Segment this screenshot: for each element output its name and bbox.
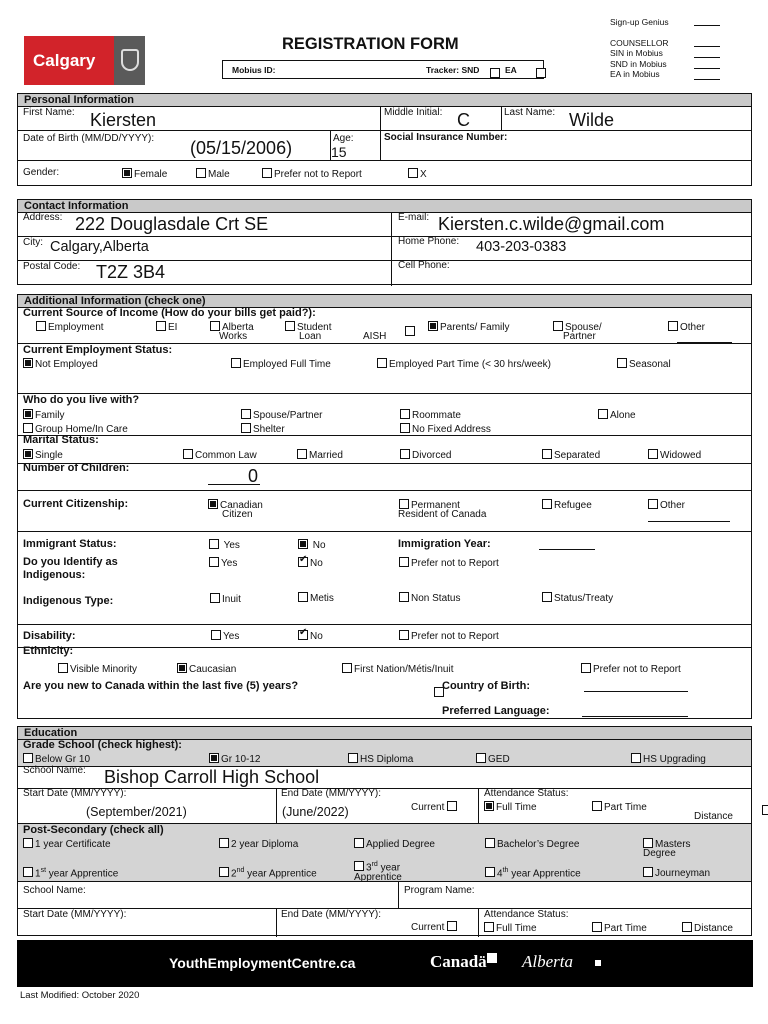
x-checkbox[interactable] (408, 168, 418, 178)
employment-checkbox[interactable] (36, 321, 46, 331)
post-applied-degree[interactable]: Applied Degree (354, 838, 435, 851)
age-value[interactable]: 15 (331, 144, 347, 160)
school-name-label: School Name: (23, 765, 86, 776)
grade-hs-diploma[interactable]: HS Diploma (348, 753, 413, 766)
education-heading: Education (18, 727, 751, 740)
marital-divorced[interactable]: Divorced (400, 449, 451, 462)
last-name-value[interactable]: Wilde (569, 110, 615, 130)
emp-seasonal[interactable]: Seasonal (617, 358, 671, 371)
disability-no-checkbox[interactable] (298, 630, 308, 640)
side-signup-genius: Sign-up Genius (610, 17, 669, 27)
post-3rd-apprentice[interactable]: 3rd year (354, 861, 400, 874)
post-3rd-apprentice-line2: Apprentice (354, 872, 402, 883)
side-lines (694, 25, 720, 81)
emp-not-employed[interactable]: Not Employed (23, 358, 98, 371)
post-4th-apprentice[interactable]: 4th year Apprentice (485, 867, 581, 880)
footer-banner (17, 940, 753, 987)
grade-10-12[interactable]: Gr 10-12 (209, 753, 260, 766)
income-parents-family[interactable]: Parents/ Family (428, 321, 509, 334)
income-ei[interactable]: EI (156, 321, 177, 334)
country-of-birth-label: Country of Birth: (442, 680, 530, 692)
immigrant-no[interactable]: No (298, 539, 326, 552)
calgary-wordmark: Calgary (33, 51, 96, 70)
income-employment[interactable]: Employment (36, 321, 104, 334)
attendance-part-time[interactable]: Part Time (592, 801, 647, 814)
ethnicity-prefer-not-checkbox[interactable] (581, 663, 591, 673)
alone-checkbox[interactable] (598, 409, 608, 419)
parents-family-checkbox[interactable] (428, 321, 438, 331)
live-roommate[interactable]: Roommate (400, 409, 461, 422)
grade-school-label: Grade School (check highest): (23, 739, 182, 751)
marital-separated[interactable]: Separated (542, 449, 600, 462)
live-spouse[interactable]: Spouse/Partner (241, 409, 323, 422)
youth-employment-centre-link[interactable]: YouthEmploymentCentre.ca (169, 955, 356, 971)
calgary-logo (24, 36, 145, 85)
side-sin-mobius: SIN in Mobius (610, 48, 663, 58)
applied-degree-checkbox[interactable] (354, 838, 364, 848)
emp-full-time[interactable]: Employed Full Time (231, 358, 331, 371)
masters-checkbox[interactable] (643, 838, 653, 848)
live-shelter[interactable]: Shelter (241, 423, 285, 436)
gender-male[interactable]: Male (196, 168, 230, 181)
bachelors-checkbox[interactable] (485, 838, 495, 848)
hs-diploma-checkbox[interactable] (348, 753, 358, 763)
shelter-checkbox[interactable] (241, 423, 251, 433)
visible-minority-checkbox[interactable] (58, 663, 68, 673)
not-employed-checkbox[interactable] (23, 358, 33, 368)
canadian-checkbox[interactable] (208, 499, 218, 509)
citizenship-other-line[interactable] (648, 521, 730, 522)
sin-label: Social Insurance Number: (384, 132, 508, 143)
side-ea-mobius: EA in Mobius (610, 69, 660, 79)
separated-checkbox[interactable] (542, 449, 552, 459)
grade-hs-upgrading[interactable]: HS Upgrading (631, 753, 706, 766)
seasonal-checkbox[interactable] (617, 358, 627, 368)
two-year-diploma-checkbox[interactable] (219, 838, 229, 848)
female-checkbox[interactable] (122, 168, 132, 178)
grade-below-10[interactable]: Below Gr 10 (23, 753, 90, 766)
disability-label: Disability: (23, 630, 76, 642)
tracker-snd-checkbox[interactable] (490, 68, 500, 78)
post-attendance-part-time[interactable]: Part Time (592, 922, 647, 935)
journeyman-checkbox[interactable] (643, 867, 653, 877)
indigenous-label: Do you Identify as (23, 556, 118, 568)
post-current[interactable]: Current (411, 921, 459, 934)
family-checkbox[interactable] (23, 409, 33, 419)
income-student-loan[interactable]: Student (285, 321, 331, 334)
income-loan-line2: Loan (299, 331, 322, 342)
preferred-language-line[interactable] (582, 716, 688, 717)
post-attendance-full-time[interactable]: Full Time (484, 922, 537, 935)
indigenous-type-metis[interactable]: Metis (298, 592, 334, 605)
post-2yr-diploma[interactable]: 2 year Diploma (219, 838, 298, 851)
end-date-label: End Date (MM/YYYY): (281, 788, 382, 799)
income-partner-line2: Partner (563, 331, 596, 342)
post-part-time-checkbox[interactable] (592, 922, 602, 932)
third-apprentice-checkbox[interactable] (354, 861, 364, 871)
hs-upgrading-checkbox[interactable] (631, 753, 641, 763)
live-with-label: Who do you live with? (23, 394, 140, 406)
citizenship-other[interactable]: Other (648, 499, 685, 512)
start-date-value[interactable]: (September/2021) (86, 805, 187, 819)
ethnicity-prefer-not[interactable]: Prefer not to Report (581, 663, 681, 676)
school-name-value[interactable]: Bishop Carroll High School (104, 767, 320, 787)
post-current-checkbox[interactable] (447, 921, 457, 931)
post-bachelors[interactable]: Bachelor’s Degree (485, 838, 579, 851)
disability-yes-checkbox[interactable] (211, 630, 221, 640)
city-label: City: (23, 237, 43, 248)
tracker-ea-checkbox[interactable] (536, 68, 546, 78)
marital-widowed[interactable]: Widowed (648, 449, 701, 462)
indigenous-yes-checkbox[interactable] (209, 557, 219, 567)
post-1yr-cert[interactable]: 1 year Certificate (23, 838, 111, 851)
attendance-part-time-checkbox[interactable] (592, 801, 602, 811)
widowed-checkbox[interactable] (648, 449, 658, 459)
permanent-resident-checkbox[interactable] (399, 499, 409, 509)
alberta-flag-icon (595, 960, 601, 966)
post-attendance-distance[interactable]: Distance (682, 922, 733, 935)
indigenous-label-line2: Indigenous: (23, 569, 86, 581)
divorced-checkbox[interactable] (400, 449, 410, 459)
ei-checkbox[interactable] (156, 321, 166, 331)
male-checkbox[interactable] (196, 168, 206, 178)
live-group-home[interactable]: Group Home/In Care (23, 423, 128, 436)
post-full-time-checkbox[interactable] (484, 922, 494, 932)
ged-checkbox[interactable] (476, 753, 486, 763)
first-name-label: First Name: (23, 107, 75, 118)
employment-status-label: Current Employment Status: (23, 344, 173, 356)
indigenous-prefer-not[interactable]: Prefer not to Report (399, 557, 499, 570)
post-school-name-label: School Name: (23, 885, 86, 896)
part-time-checkbox[interactable] (377, 358, 387, 368)
status-treaty-checkbox[interactable] (542, 592, 552, 602)
gender-female[interactable]: Female (122, 168, 167, 181)
prefer-not-checkbox[interactable] (262, 168, 272, 178)
ethnicity-visible-minority[interactable]: Visible Minority (58, 663, 137, 676)
post-masters-degree-line2: Degree (643, 848, 676, 859)
indigenous-type-label: Indigenous Type: (23, 595, 114, 607)
tracker-snd-label: Tracker: SND (426, 65, 480, 75)
post-secondary-label: Post-Secondary (check all) (23, 824, 164, 836)
one-year-cert-checkbox[interactable] (23, 838, 33, 848)
current-label[interactable]: Current (411, 801, 459, 814)
personal-information-heading: Personal Information (18, 94, 751, 107)
second-apprentice-checkbox[interactable] (219, 867, 229, 877)
tracker-ea-label: EA (505, 65, 517, 75)
citizenship-permanent[interactable]: Permanent (399, 499, 460, 512)
home-phone-value[interactable]: 403-203-0383 (476, 239, 567, 255)
middle-initial-label: Middle Initial: (384, 107, 443, 118)
age-label: Age: (333, 133, 354, 144)
start-date-label: Start Date (MM/YYYY): (23, 788, 127, 799)
citizenship-citizen-line2: Citizen (222, 509, 253, 520)
citizenship-refugee[interactable]: Refugee (542, 499, 592, 512)
program-name-label: Program Name: (404, 885, 475, 896)
canada-wordmark: Canadä (430, 952, 487, 971)
indigenous-no[interactable]: ✔ No (298, 557, 323, 570)
children-label: Number of Children: (23, 462, 130, 474)
spouse-partner-checkbox[interactable] (241, 409, 251, 419)
income-works-line2: Works (219, 331, 248, 342)
gender-prefer-not[interactable]: Prefer not to Report (262, 168, 362, 181)
ethnicity-caucasian[interactable]: Caucasian (177, 663, 236, 676)
gr10-12-checkbox[interactable] (209, 753, 219, 763)
citizenship-other-checkbox[interactable] (648, 499, 658, 509)
citizenship-label: Current Citizenship: (23, 498, 129, 510)
attendance-full-time[interactable]: Full Time (484, 801, 537, 814)
income-label: Current Source of Income (How do your bills get paid?): (23, 307, 316, 319)
first-nation-checkbox[interactable] (342, 663, 352, 673)
address-label: Address: (23, 212, 63, 223)
indigenous-type-non-status[interactable]: Non Status (399, 592, 460, 605)
metis-checkbox[interactable] (298, 592, 308, 602)
common-law-checkbox[interactable] (183, 449, 193, 459)
group-home-checkbox[interactable] (23, 423, 33, 433)
alberta-wordmark: Alberta (522, 952, 573, 971)
immigrant-yes[interactable]: Yes (209, 539, 240, 552)
disability-prefer-not[interactable]: Prefer not to Report (399, 630, 499, 643)
new-to-canada-label: Are you new to Canada within the last five (5) years? (23, 680, 299, 692)
indigenous-no-checkbox[interactable] (298, 557, 308, 567)
dob-value[interactable]: (05/15/2006) (190, 138, 293, 158)
disability-yes[interactable]: Yes (211, 630, 239, 643)
email-value[interactable]: Kiersten.c.wilde@gmail.com (438, 214, 665, 234)
refugee-checkbox[interactable] (542, 499, 552, 509)
indigenous-type-inuit[interactable]: Inuit (210, 593, 241, 606)
mobius-id-label: Mobius ID: (232, 65, 276, 75)
single-checkbox[interactable] (23, 449, 33, 459)
post-end-date-label: End Date (MM/YYYY): (281, 909, 382, 920)
grade-ged[interactable]: GED (476, 753, 510, 766)
marital-married[interactable]: Married (297, 449, 343, 462)
postal-code-label: Postal Code: (23, 261, 81, 272)
end-date-value[interactable]: (June/2022) (282, 805, 349, 819)
canada-flag-icon (487, 953, 497, 963)
income-aish: AISH (363, 331, 387, 342)
post-2nd-apprentice[interactable]: 2nd year Apprentice (219, 867, 317, 880)
non-status-checkbox[interactable] (399, 592, 409, 602)
immigrant-yes-checkbox[interactable] (209, 539, 219, 549)
contact-information-heading: Contact Information (18, 200, 751, 213)
current-checkbox[interactable] (447, 801, 457, 811)
middle-initial-value[interactable]: C (457, 110, 470, 130)
alberta-works-checkbox[interactable] (210, 321, 220, 331)
post-attendance-label: Attendance Status: (484, 909, 569, 920)
preferred-language-label: Preferred Language: (442, 705, 550, 717)
immigrant-no-checkbox[interactable] (298, 539, 308, 549)
side-snd-mobius: SND in Mobius (610, 59, 667, 69)
country-of-birth-line[interactable] (584, 691, 688, 692)
below-gr10-checkbox[interactable] (23, 753, 33, 763)
post-journeyman[interactable]: Journeyman (643, 867, 710, 880)
post-start-date-label: Start Date (MM/YYYY): (23, 909, 127, 920)
attendance-full-time-checkbox[interactable] (484, 801, 494, 811)
immigration-year-label: Immigration Year: (398, 538, 491, 550)
disability-prefer-not-checkbox[interactable] (399, 630, 409, 640)
attendance-distance: Distance (694, 811, 733, 822)
gender-label: Gender: (23, 167, 60, 178)
no-fixed-address-checkbox[interactable] (400, 423, 410, 433)
roommate-checkbox[interactable] (400, 409, 410, 419)
fourth-apprentice-checkbox[interactable] (485, 867, 495, 877)
cell-phone-label: Cell Phone: (398, 260, 450, 271)
city-value[interactable]: Calgary,Alberta (50, 239, 149, 255)
last-name-label: Last Name: (504, 107, 556, 118)
gender-x[interactable]: X (408, 168, 427, 181)
email-label: E-mail: (398, 212, 430, 223)
postal-code-value[interactable]: T2Z 3B4 (96, 262, 166, 282)
income-spouse-partner[interactable]: Spouse/ (553, 321, 602, 334)
aish-checkbox[interactable] (405, 326, 415, 336)
ethnicity-label: Ethnicity: (23, 645, 74, 657)
immigrant-status-label: Immigrant Status: (23, 538, 117, 550)
first-name-value[interactable]: Kiersten (90, 110, 157, 130)
post-masters[interactable]: Masters (643, 838, 691, 851)
caucasian-checkbox[interactable] (177, 663, 187, 673)
live-alone[interactable]: Alone (598, 409, 636, 422)
income-alberta-works[interactable]: Alberta (210, 321, 254, 334)
attendance-distance-checkbox[interactable] (762, 805, 768, 815)
attendance-label: Attendance Status: (484, 788, 569, 799)
immigration-year-line[interactable] (539, 549, 595, 550)
full-time-checkbox[interactable] (231, 358, 241, 368)
citizenship-resident-line2: Resident of Canada (398, 509, 487, 520)
indigenous-type-status-treaty[interactable]: Status/Treaty (542, 592, 613, 605)
indigenous-prefer-not-checkbox[interactable] (399, 557, 409, 567)
income-other-checkbox[interactable] (668, 321, 678, 331)
marital-status-label: Marital Status: (23, 434, 99, 446)
children-value[interactable]: 0 (248, 466, 259, 486)
post-1st-apprentice[interactable]: 1st year Apprentice (23, 867, 118, 880)
married-checkbox[interactable] (297, 449, 307, 459)
address-value[interactable]: 222 Douglasdale Crt SE (75, 214, 269, 234)
student-loan-checkbox[interactable] (285, 321, 295, 331)
home-phone-label: Home Phone: (398, 236, 460, 247)
income-other[interactable]: Other (668, 321, 705, 334)
marital-common-law[interactable]: Common Law (183, 449, 257, 462)
indigenous-yes[interactable]: Yes (209, 557, 237, 570)
post-distance-checkbox[interactable] (682, 922, 692, 932)
marital-single[interactable]: Single (23, 449, 63, 462)
emp-part-time[interactable]: Employed Part Time (< 30 hrs/week) (377, 358, 551, 371)
spouse-checkbox[interactable] (553, 321, 563, 331)
calgary-crest-icon (121, 49, 139, 71)
live-family[interactable]: Family (23, 409, 64, 422)
inuit-checkbox[interactable] (210, 593, 220, 603)
income-other-line[interactable] (677, 342, 732, 343)
side-counsellor: COUNSELLOR (610, 38, 669, 48)
dob-label: Date of Birth (MM/DD/YYYY): (23, 133, 155, 144)
citizenship-canadian[interactable]: Canadian (208, 499, 263, 512)
disability-no[interactable]: ✔ No (298, 630, 323, 643)
first-apprentice-checkbox[interactable] (23, 867, 33, 877)
page-title: REGISTRATION FORM (282, 35, 459, 53)
last-modified: Last Modified: October 2020 (20, 990, 140, 1001)
additional-information-heading: Additional Information (check one) (18, 295, 751, 308)
ethnicity-first-nation[interactable]: First Nation/Métis/Inuit (342, 663, 453, 676)
live-no-fixed[interactable]: No Fixed Address (400, 423, 491, 436)
